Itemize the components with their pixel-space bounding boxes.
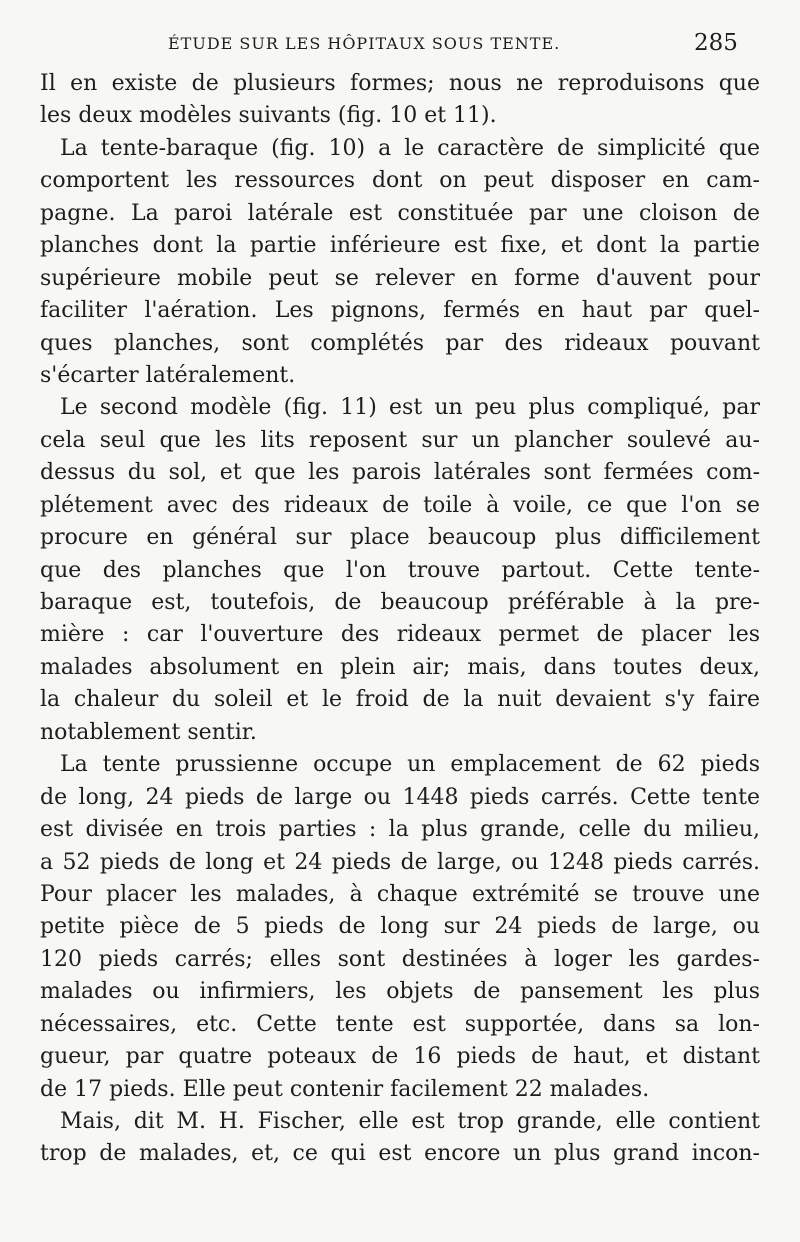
paragraph-first-line: Mais, dit M. H. Fischer, elle est trop grande, elle contient	[60, 1109, 760, 1134]
text-line: mière : car l'ouverture des rideaux permet de placer les	[40, 622, 760, 648]
text-line: malades absolument en plein air; mais, dans toutes deux,	[40, 654, 760, 680]
text-line: les deux modèles suivants (fig. 10 et 11).	[40, 103, 497, 129]
text-line: petite pièce de 5 pieds de long sur 24 pieds de large, ou	[40, 914, 760, 940]
body-text	[40, 68, 760, 1171]
text-line: dessus du sol, et que les parois latérales sont fermées com-	[40, 460, 760, 486]
text-line: Il en existe de plusieurs formes; nous ne reproduisons que	[40, 71, 760, 96]
page-header	[0, 30, 800, 62]
text-line: procure en général sur place beaucoup plus difficilement	[40, 525, 760, 551]
text-line: malades ou infirmiers, les objets de pansement les plus	[40, 979, 760, 1005]
text-line: Pour placer les malades, à chaque extrémité se trouve une	[40, 881, 760, 907]
text-line: ques planches, sont complétés par des rideaux pouvant	[40, 330, 760, 356]
text-line: gueur, par quatre poteaux de 16 pieds de haut, et distant	[40, 1044, 760, 1070]
text-line: trop de malades, et, ce qui est encore un plus grand incon-	[40, 1141, 760, 1167]
paragraph-first-line: La tente-baraque (fig. 10) a le caractère de simplicité que	[60, 135, 760, 161]
text-line: de 17 pieds. Elle peut contenir facilement 22 malades.	[40, 1076, 650, 1102]
text-line: pagne. La paroi latérale est constituée par une cloison de	[40, 200, 760, 226]
text-line: de long, 24 pieds de large ou 1448 pieds carrés. Cette tente	[40, 784, 760, 810]
text-line: plétement avec des rideaux de toile à voile, ce que l'on se	[40, 492, 760, 518]
text-line: la chaleur du soleil et le froid de la nuit devaient s'y faire	[40, 687, 760, 713]
text-line: s'écarter latéralement.	[40, 362, 296, 388]
text-line: nécessaires, etc. Cette tente est supportée, dans sa lon-	[40, 1011, 760, 1037]
text-line: cela seul que les lits reposent sur un plancher soulevé au-	[40, 427, 760, 453]
text-line: est divisée en trois parties : la plus grande, celle du milieu,	[40, 817, 760, 843]
text-line: supérieure mobile peut se relever en forme d'auvent pour	[40, 265, 760, 291]
text-line: baraque est, toutefois, de beaucoup préférable à la pre-	[40, 590, 760, 615]
text-line: comportent les ressources dont on peut disposer en cam-	[40, 168, 760, 194]
paragraph-first-line: Le second modèle (fig. 11) est un peu plus compliqué, par	[60, 395, 760, 421]
text-line: que des planches que l'on trouve partout. Cette tente-	[40, 557, 760, 583]
page-number: 285	[694, 30, 738, 56]
text-line: faciliter l'aération. Les pignons, fermés en haut par quel-	[40, 298, 760, 324]
text-line: a 52 pieds de long et 24 pieds de large, ou 1248 pieds carrés.	[40, 849, 760, 875]
text-line: 120 pieds carrés; elles sont destinées à loger les gardes-	[40, 946, 760, 972]
text-line: planches dont la partie inférieure est fixe, et dont la partie	[40, 233, 760, 259]
paragraph-first-line: La tente prussienne occupe un emplacement de 62 pieds	[60, 752, 760, 778]
running-head: ÉTUDE SUR LES HÔPITAUX SOUS TENTE.	[168, 34, 561, 53]
text-line: notablement sentir.	[40, 719, 257, 745]
